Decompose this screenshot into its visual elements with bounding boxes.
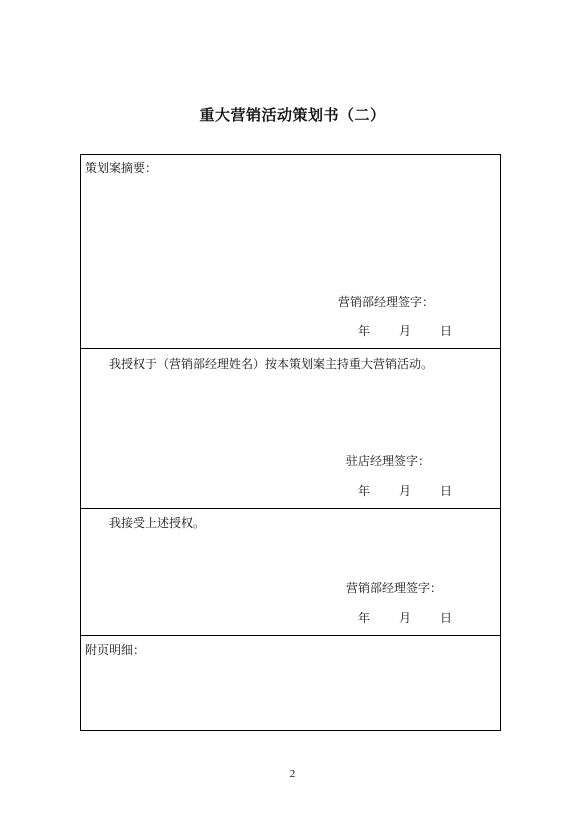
acceptance-text: 我接受上述授权。 — [109, 516, 206, 530]
summary-date-year: 年 — [358, 324, 371, 338]
authorization-text: 我授权于（营销部经理姓名）按本策划案主持重大营销活动。 — [109, 357, 434, 371]
authorization-date-month: 月 — [399, 484, 412, 498]
section-divider — [81, 348, 500, 349]
summary-date-month: 月 — [399, 324, 412, 338]
page-title: 重大营销活动策划书（二） — [199, 106, 386, 124]
section-divider — [81, 635, 500, 636]
acceptance-date-month: 月 — [399, 611, 412, 625]
acceptance-date-year: 年 — [358, 611, 371, 625]
acceptance-signature-label: 营销部经理签字： — [346, 581, 443, 595]
summary-date-day: 日 — [440, 324, 453, 338]
authorization-date-day: 日 — [440, 484, 453, 498]
summary-label: 策划案摘要： — [85, 161, 158, 175]
summary-signature-label: 营销部经理签字： — [338, 295, 435, 309]
page-number: 2 — [289, 768, 296, 780]
authorization-date-year: 年 — [358, 484, 371, 498]
section-divider — [81, 508, 500, 509]
appendix-label: 附页明细： — [85, 643, 146, 657]
planning-form — [80, 154, 501, 731]
authorization-signature-label: 驻店经理签字： — [346, 454, 431, 468]
acceptance-date-day: 日 — [440, 611, 453, 625]
